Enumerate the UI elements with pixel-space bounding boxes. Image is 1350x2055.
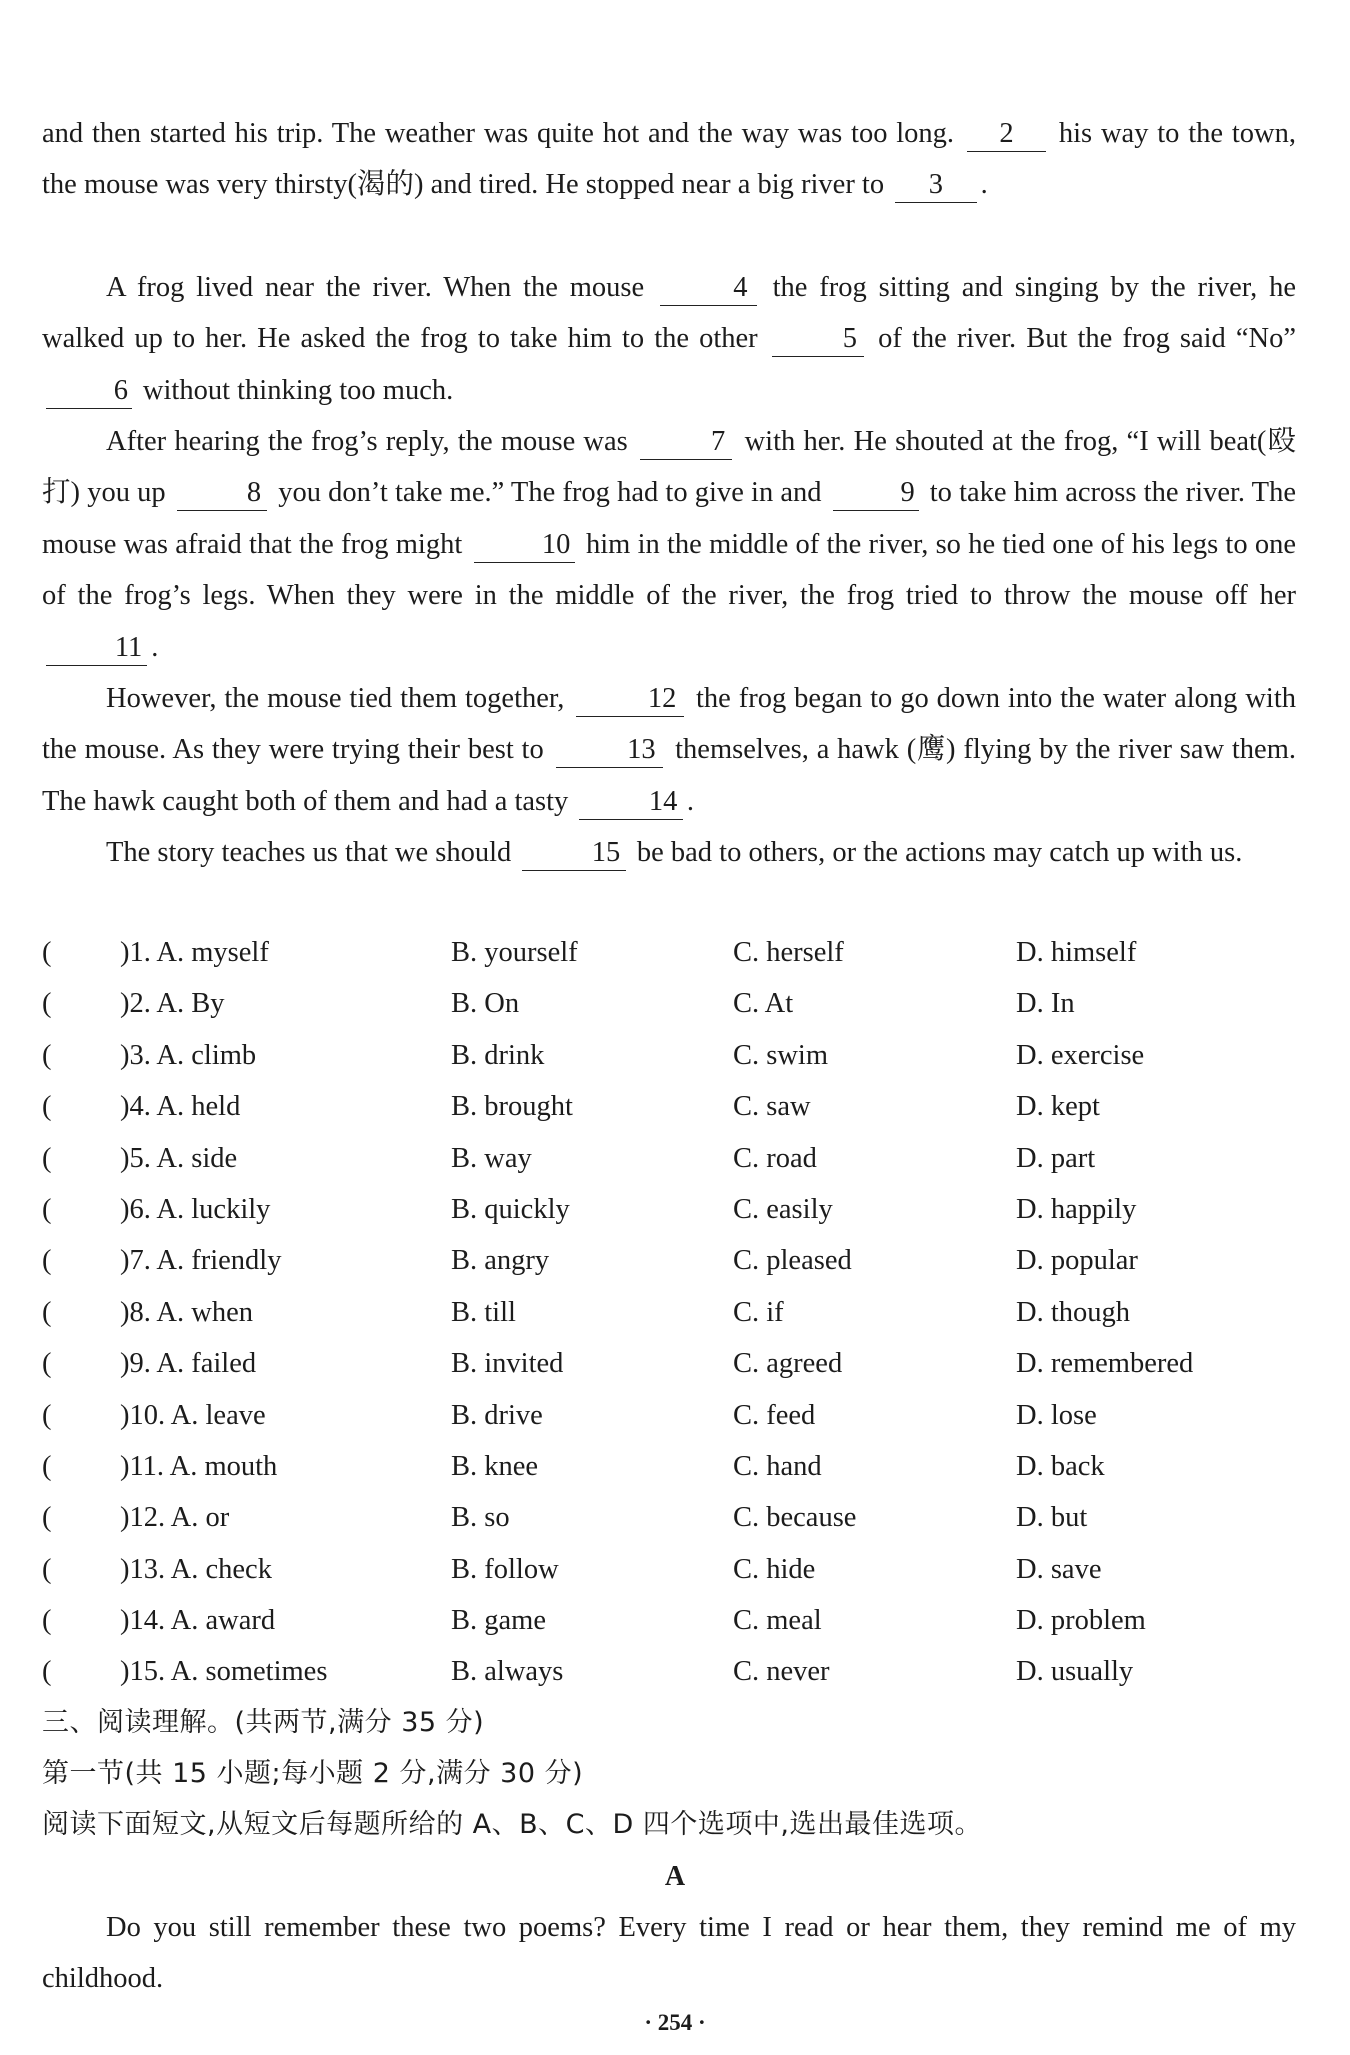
option-a: )7. A. friendly	[120, 1245, 282, 1277]
question-row	[42, 1544, 1296, 1595]
answer-paren: (	[42, 1553, 52, 1585]
option-b: B. game	[451, 1605, 546, 1637]
option-c: C. At	[733, 988, 794, 1020]
question-row	[42, 1081, 1296, 1132]
story-paragraph-4: However, the mouse tied them together, 12 the frog began to go down into the water along with the mouse. As they were trying their best to 13 themselves, a hawk (鹰) flying by the river saw them. The hawk caught both of them and had a tasty 14 .	[42, 673, 1296, 827]
option-d: D. save	[1016, 1553, 1102, 1585]
option-d: D. himself	[1016, 937, 1137, 968]
option-b: B. so	[451, 1502, 510, 1534]
question-row	[42, 1338, 1296, 1389]
answer-paren: (	[42, 1091, 52, 1123]
answer-paren: (	[42, 1296, 52, 1328]
blank-15: 15	[522, 836, 625, 871]
option-c: C. meal	[733, 1605, 822, 1637]
answer-paren: (	[42, 1656, 52, 1688]
question-row	[42, 1287, 1296, 1338]
blank-11: 11	[46, 631, 147, 666]
option-a: )3. A. climb	[120, 1039, 257, 1071]
option-d: D. remembered	[1016, 1348, 1194, 1380]
option-b: B. always	[451, 1656, 564, 1688]
option-d: D. but	[1016, 1502, 1088, 1534]
option-a: )13. A. check	[120, 1553, 272, 1585]
blank-7: 7	[640, 425, 732, 460]
blank-2: 2	[967, 117, 1046, 152]
answer-paren: (	[42, 1142, 52, 1174]
option-d: D. though	[1016, 1296, 1130, 1328]
question-row	[42, 1133, 1296, 1184]
blank-12: 12	[576, 682, 684, 717]
option-c: C. herself	[733, 937, 844, 968]
option-a: )6. A. luckily	[120, 1193, 271, 1225]
option-b: B. way	[451, 1142, 532, 1174]
option-a: )5. A. side	[120, 1142, 238, 1174]
option-d: D. kept	[1016, 1091, 1100, 1123]
option-c: C. never	[733, 1656, 830, 1688]
answer-paren: (	[42, 1502, 52, 1534]
option-a: )11. A. mouth	[120, 1450, 278, 1482]
answer-paren: (	[42, 988, 52, 1020]
option-b: B. angry	[451, 1245, 550, 1277]
question-row	[42, 1184, 1296, 1235]
option-b: B. follow	[451, 1553, 559, 1585]
option-a: )10. A. leave	[120, 1399, 266, 1431]
option-b: B. yourself	[451, 937, 578, 968]
answer-paren: (	[42, 1399, 52, 1431]
section-instruction: 阅读下面短文,从短文后每题所给的 A、B、C、D 四个选项中,选出最佳选项。	[42, 1809, 982, 1840]
passage-letter: A	[664, 1861, 686, 1892]
blank-8: 8	[177, 476, 267, 511]
answer-paren: (	[42, 1605, 52, 1637]
blank-4: 4	[660, 271, 757, 306]
section-subheading: 第一节(共 15 小题;每小题 2 分,满分 30 分)	[42, 1758, 584, 1789]
blank-3: 3	[895, 168, 976, 203]
question-row	[42, 1235, 1296, 1286]
option-b: B. invited	[451, 1348, 564, 1380]
option-b: B. till	[451, 1296, 516, 1328]
option-d: D. part	[1016, 1142, 1096, 1174]
option-a: )9. A. failed	[120, 1348, 257, 1380]
option-b: B. knee	[451, 1450, 539, 1482]
option-d: D. In	[1016, 988, 1075, 1020]
question-row	[42, 1595, 1296, 1646]
option-c: C. road	[733, 1142, 817, 1174]
blank-9: 9	[833, 476, 919, 511]
answer-options	[42, 927, 1296, 1698]
option-b: B. drive	[451, 1399, 543, 1431]
option-c: C. swim	[733, 1039, 829, 1071]
question-row	[42, 1492, 1296, 1543]
option-d: D. exercise	[1016, 1039, 1145, 1071]
passage-paragraph: Do you still remember these two poems? Every time I read or hear them, they remind me of my childhood.	[42, 1912, 1296, 1995]
story-paragraph-1: and then started his trip. The weather was quite hot and the way was too long. 2 his way to the town, the mouse was very thirsty(渴的) and tired. He stopped near a big river to 3 .	[42, 108, 1296, 211]
option-a: )1. A. myself	[120, 937, 269, 968]
option-d: D. happily	[1016, 1193, 1137, 1225]
option-b: B. drink	[451, 1039, 545, 1071]
option-b: B. quickly	[451, 1193, 570, 1225]
option-c: C. agreed	[733, 1348, 843, 1380]
option-c: C. if	[733, 1296, 784, 1328]
answer-paren: (	[42, 1348, 52, 1380]
answer-paren: (	[42, 1193, 52, 1225]
section-heading: 三、阅读理解。(共两节,满分 35 分)	[42, 1707, 485, 1738]
option-d: D. lose	[1016, 1399, 1097, 1431]
blank-14: 14	[579, 785, 682, 820]
answer-paren: (	[42, 1450, 52, 1482]
question-row	[42, 1030, 1296, 1081]
option-b: B. On	[451, 988, 520, 1020]
answer-paren: (	[42, 1245, 52, 1277]
option-a: )12. A. or	[120, 1502, 230, 1534]
story-paragraph-3: After hearing the frog’s reply, the mouse was 7 with her. He shouted at the frog, “I will beat(殴打) you up 8 you don’t take me.” The frog had to give in and 9 to take him across the river. The mouse was afraid that the frog might 10 him in the middle of the river, so he tied one of his legs to one of the frog’s legs. When they were in the middle of the river, the frog tried to throw the mouse off her 11 .	[42, 416, 1296, 673]
option-d: D. popular	[1016, 1245, 1138, 1277]
option-d: D. problem	[1016, 1605, 1146, 1637]
question-row	[42, 978, 1296, 1029]
option-c: C. saw	[733, 1091, 811, 1123]
page-number: · 254 ·	[644, 2010, 706, 2035]
option-c: C. easily	[733, 1193, 833, 1225]
option-c: C. because	[733, 1502, 857, 1534]
story-paragraph-2: A frog lived near the river. When the mouse 4 the frog sitting and singing by the river, he walked up to her. He asked the frog to take him to the other 5 of the river. But the frog said “No” 6 without thinking too much.	[42, 262, 1296, 416]
option-b: B. brought	[451, 1091, 573, 1123]
blank-5: 5	[772, 322, 864, 357]
option-d: D. back	[1016, 1450, 1105, 1482]
question-row	[42, 1441, 1296, 1492]
question-row	[42, 1390, 1296, 1441]
option-d: D. usually	[1016, 1656, 1134, 1688]
option-a: )8. A. when	[120, 1296, 253, 1328]
option-c: C. hand	[733, 1450, 822, 1482]
option-a: )15. A. sometimes	[120, 1656, 328, 1688]
answer-paren: (	[42, 937, 52, 968]
option-a: )14. A. award	[120, 1605, 276, 1637]
option-c: C. feed	[733, 1399, 816, 1431]
blank-13: 13	[556, 733, 664, 768]
story-paragraph-5: The story teaches us that we should 15 be bad to others, or the actions may catch up with us.	[42, 827, 1296, 878]
question-row	[42, 1646, 1296, 1697]
option-c: C. hide	[733, 1553, 816, 1585]
option-c: C. pleased	[733, 1245, 852, 1277]
answer-paren: (	[42, 1039, 52, 1071]
question-row	[42, 927, 1296, 978]
option-a: )2. A. By	[120, 988, 225, 1020]
option-a: )4. A. held	[120, 1091, 241, 1123]
blank-10: 10	[474, 528, 575, 563]
blank-6: 6	[46, 374, 132, 409]
